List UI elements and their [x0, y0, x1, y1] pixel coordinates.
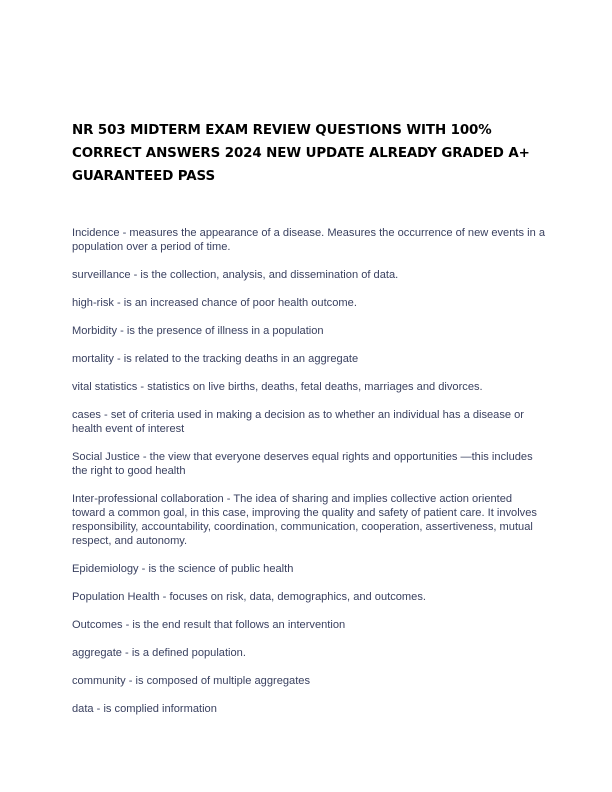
- term-entry: mortality - is related to the tracking deaths in an aggregate: [72, 353, 359, 365]
- term-entry: Outcomes - is the end result that follows an intervention: [72, 619, 346, 631]
- term-entry: Population Health - focuses on risk, data, demographics, and outcomes.: [72, 591, 426, 603]
- term-entry: Inter-professional collaboration - The idea of sharing and implies collective action oriented toward a common goal, in this case, improving the quality and safety of patient care. It involves responsibility, accountability, coordination, communication, cooperation, assertiveness, mutual respect, and autonomy.: [72, 493, 537, 547]
- term-entry: Epidemiology - is the science of public health: [72, 563, 294, 575]
- document-title: NR 503 MIDTERM EXAM REVIEW QUESTIONS WITH 100% CORRECT ANSWERS 2024 NEW UPDATE ALREADY GRADED A+ GUARANTEED PASS: [72, 123, 530, 184]
- term-entry: surveillance - is the collection, analysis, and dissemination of data.: [72, 269, 399, 281]
- term-entry: Social Justice - the view that everyone deserves equal rights and opportunities —this includes the right to good health: [72, 451, 533, 477]
- term-entry: vital statistics - statistics on live births, deaths, fetal deaths, marriages and divorces.: [72, 381, 483, 393]
- term-entry: high-risk - is an increased chance of poor health outcome.: [72, 297, 357, 309]
- term-entry: Incidence - measures the appearance of a disease. Measures the occurrence of new events in a population over a period of time.: [72, 227, 545, 253]
- term-list: [72, 226, 546, 730]
- term-entry: cases - set of criteria used in making a decision as to whether an individual has a disease or health event of interest: [72, 409, 525, 435]
- term-entry: community - is composed of multiple aggregates: [72, 675, 311, 687]
- term-entry: Morbidity - is the presence of illness in a population: [72, 325, 324, 337]
- term-entry: aggregate - is a defined population.: [72, 647, 246, 659]
- term-entry: data - is complied information: [72, 703, 217, 715]
